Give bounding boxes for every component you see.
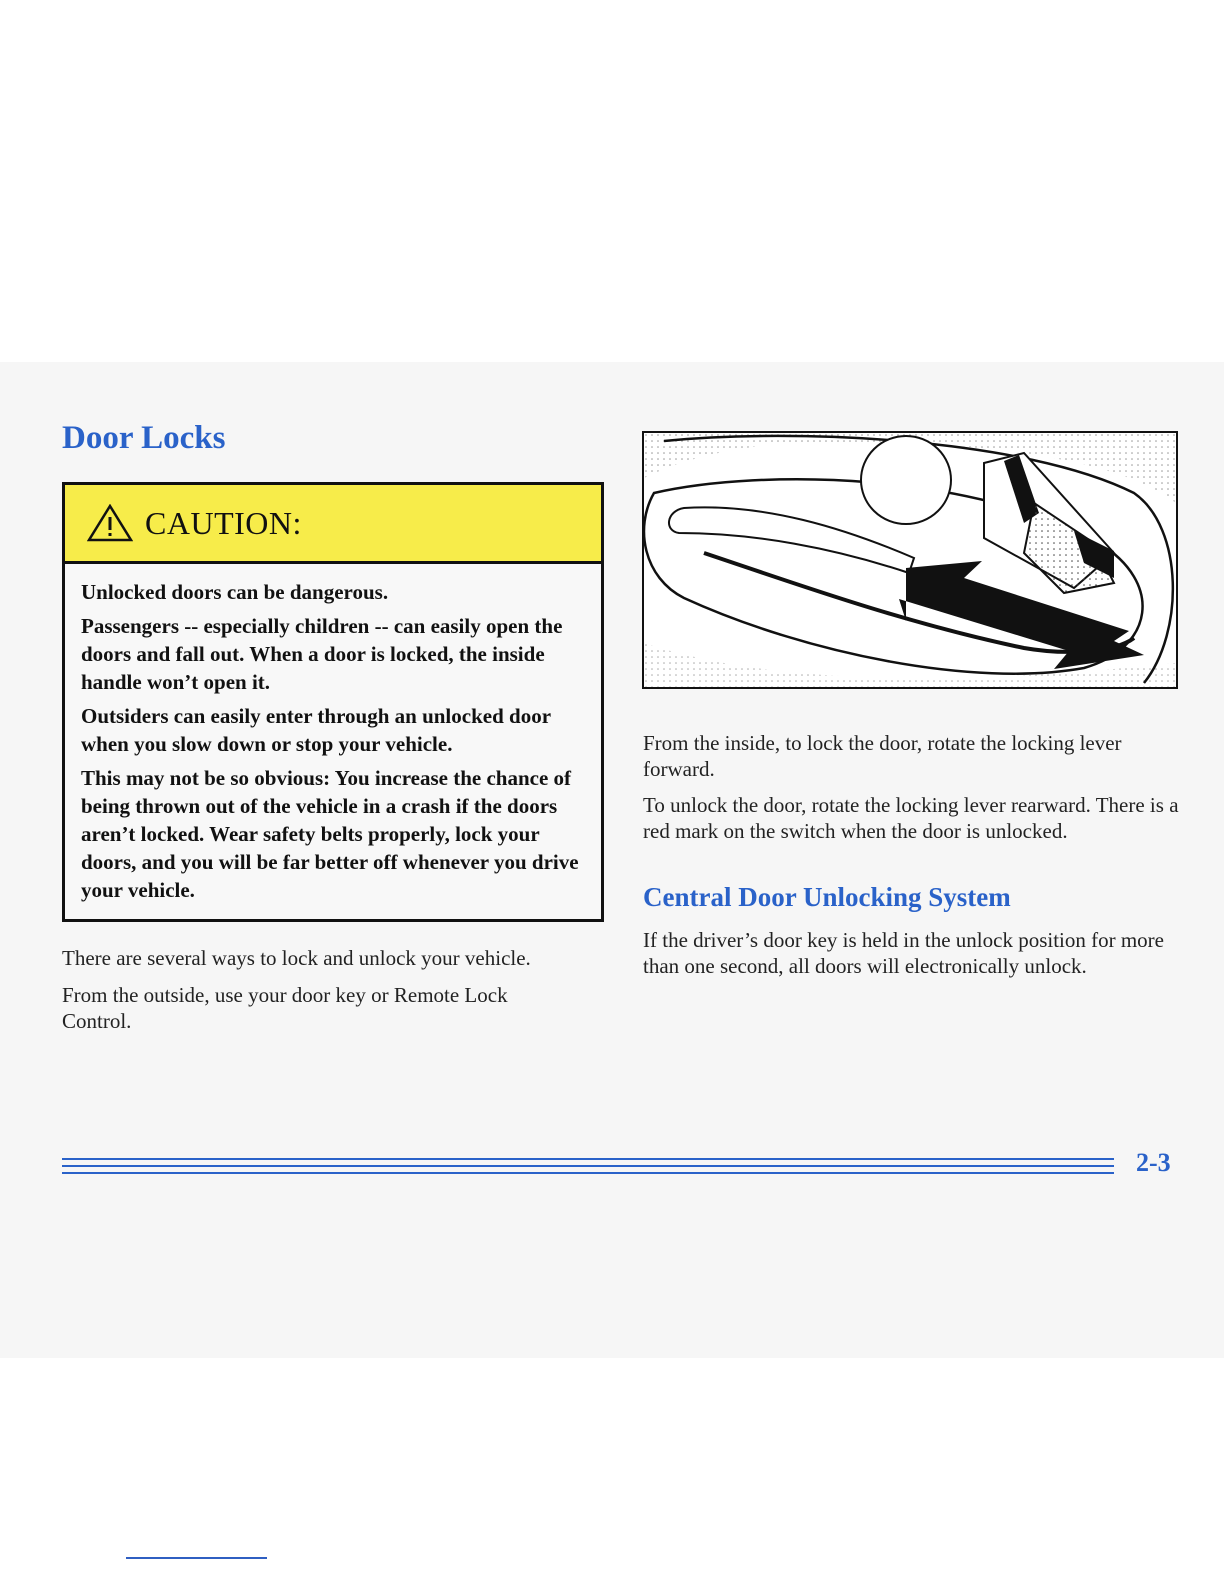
page-title: Door Locks xyxy=(62,420,226,456)
caution-heading: CAUTION: xyxy=(145,504,302,541)
caution-box xyxy=(62,482,604,922)
caution-paragraph: This may not be so obvious: You increase the chance of being thrown out of the vehicle in a crash if the doors aren’t locked. Wear safety belts properly, lock your doors, and you will be far better off whenever you drive your vehicle. xyxy=(81,766,579,902)
door-lock-illustration xyxy=(642,431,1178,689)
footer-rule xyxy=(62,1158,1114,1160)
caution-paragraph: Passengers -- especially children -- can easily open the doors and fall out. When a door is locked, the inside handle won’t open it. xyxy=(81,614,563,694)
body-paragraph: From the inside, to lock the door, rotate the locking lever forward. xyxy=(643,731,1122,781)
footer-rule xyxy=(62,1172,1114,1174)
page-number: 2-3 xyxy=(1136,1148,1171,1177)
section-heading: Central Door Unlocking System xyxy=(643,882,1011,912)
door-handle-drawing xyxy=(644,433,1176,687)
body-paragraph: If the driver’s door key is held in the unlock position for more than one second, all doors will electronically unlock. xyxy=(643,928,1165,978)
footer-rule xyxy=(62,1165,1114,1167)
warning-triangle-icon xyxy=(87,504,133,542)
body-paragraph: There are several ways to lock and unlock your vehicle. xyxy=(62,946,531,970)
bottom-divider xyxy=(126,1557,267,1559)
caution-header xyxy=(65,485,601,564)
caution-body xyxy=(65,564,601,904)
caution-paragraph: Unlocked doors can be dangerous. xyxy=(81,580,389,604)
body-paragraph: From the outside, use your door key or Remote Lock Control. xyxy=(62,983,508,1033)
caution-paragraph: Outsiders can easily enter through an unlocked door when you slow down or stop your vehicle. xyxy=(81,704,551,756)
body-paragraph: To unlock the door, rotate the locking lever rearward. There is a red mark on the switch when the door is unlocked. xyxy=(643,793,1179,843)
